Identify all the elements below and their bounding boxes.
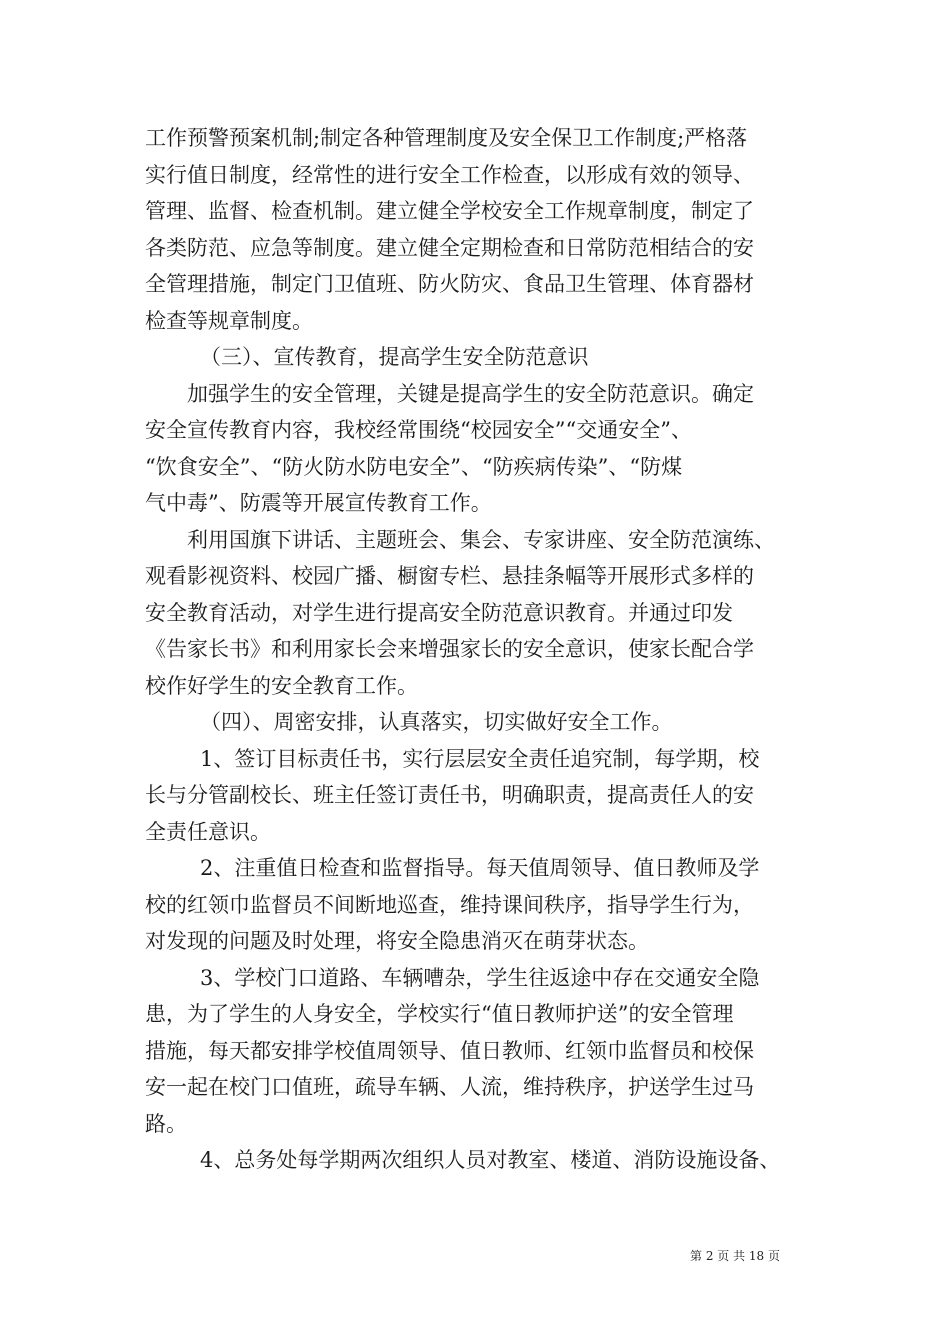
text-line: 《告家长书》和利用家长会来增强家长的安全意识，使家长配合学: [145, 637, 754, 661]
text-line: 实行值日制度，经常性的进行安全工作检查，以形成有效的领导、: [145, 162, 754, 187]
text-line: 安全宣传教育内容，我校经常围绕“校园安全”“交通安全”、: [145, 418, 692, 442]
text-line: 校的红领巾监督员不间断地巡查，维持课间秩序，指导学生行为，: [145, 892, 754, 917]
text-line: 校作好学生的安全教育工作。: [145, 673, 418, 698]
text-line: 1、签订目标责任书，实行层层安全责任追究制，每学期，校: [200, 746, 760, 771]
text-line: 全管理措施，制定门卫值班、防火防灾、食品卫生管理、体育器材: [145, 272, 754, 296]
text-line: 患，为了学生的人身安全，学校实行“值日教师护送”的安全管理: [145, 1002, 734, 1026]
text-line: （四）、周密安排，认真落实，切实做好安全工作。: [200, 710, 673, 734]
text-line: 路。: [145, 1111, 187, 1136]
text-line: 对发现的问题及时处理，将安全隐患消灭在萌芽状态。: [145, 929, 649, 953]
text-line: 安一起在校门口值班，疏导车辆、人流，维持秩序，护送学生过马: [145, 1075, 754, 1099]
text-line: “饮食安全”、“防火防水防电安全”、“防疾病传染”、“防煤: [145, 454, 683, 479]
text-line: 长与分管副校长、班主任签订责任书，明确职责，提高责任人的安: [145, 783, 754, 807]
text-line: 检查等规章制度。: [145, 308, 313, 333]
text-line: 观看影视资料、校园广播、橱窗专栏、悬挂条幅等开展形式多样的: [145, 564, 754, 588]
text-line: 2、注重值日检查和监督指导。每天值周领导、值日教师及学: [200, 856, 760, 880]
text-line: 利用国旗下讲话、主题班会、集会、专家讲座、安全防范演练、: [187, 527, 775, 552]
text-line: 3、学校门口道路、车辆嘈杂，学生往返途中存在交通安全隐: [200, 965, 760, 990]
text-line: 气中毒”、防震等开展宣传教育工作。: [145, 491, 492, 515]
text-line: 安全教育活动，对学生进行提高安全防范意识教育。并通过印发: [145, 600, 733, 625]
text-line: 各类防范、应急等制度。建立健全定期检查和日常防范相结合的安: [145, 235, 754, 260]
text-line: 管理、监督、检查机制。建立健全学校安全工作规章制度，制定了: [145, 199, 754, 223]
text-line: （三）、宣传教育，提高学生安全防范意识: [200, 345, 589, 369]
text-line: 工作预警预案机制;制定各种管理制度及安全保卫工作制度;严格落: [145, 126, 748, 150]
text-line: 4、总务处每学期两次组织人员对教室、楼道、消防设施设备、: [200, 1148, 781, 1172]
text-line: 全责任意识。: [145, 819, 271, 844]
page-number-footer: 第 2 页 共 18 页: [690, 1249, 780, 1263]
body-text: [145, 120, 810, 1179]
text-line: 加强学生的安全管理，关键是提高学生的安全防范意识。确定: [187, 381, 754, 406]
text-line: 措施，每天都安排学校值周领导、值日教师、红领巾监督员和校保: [145, 1038, 754, 1063]
